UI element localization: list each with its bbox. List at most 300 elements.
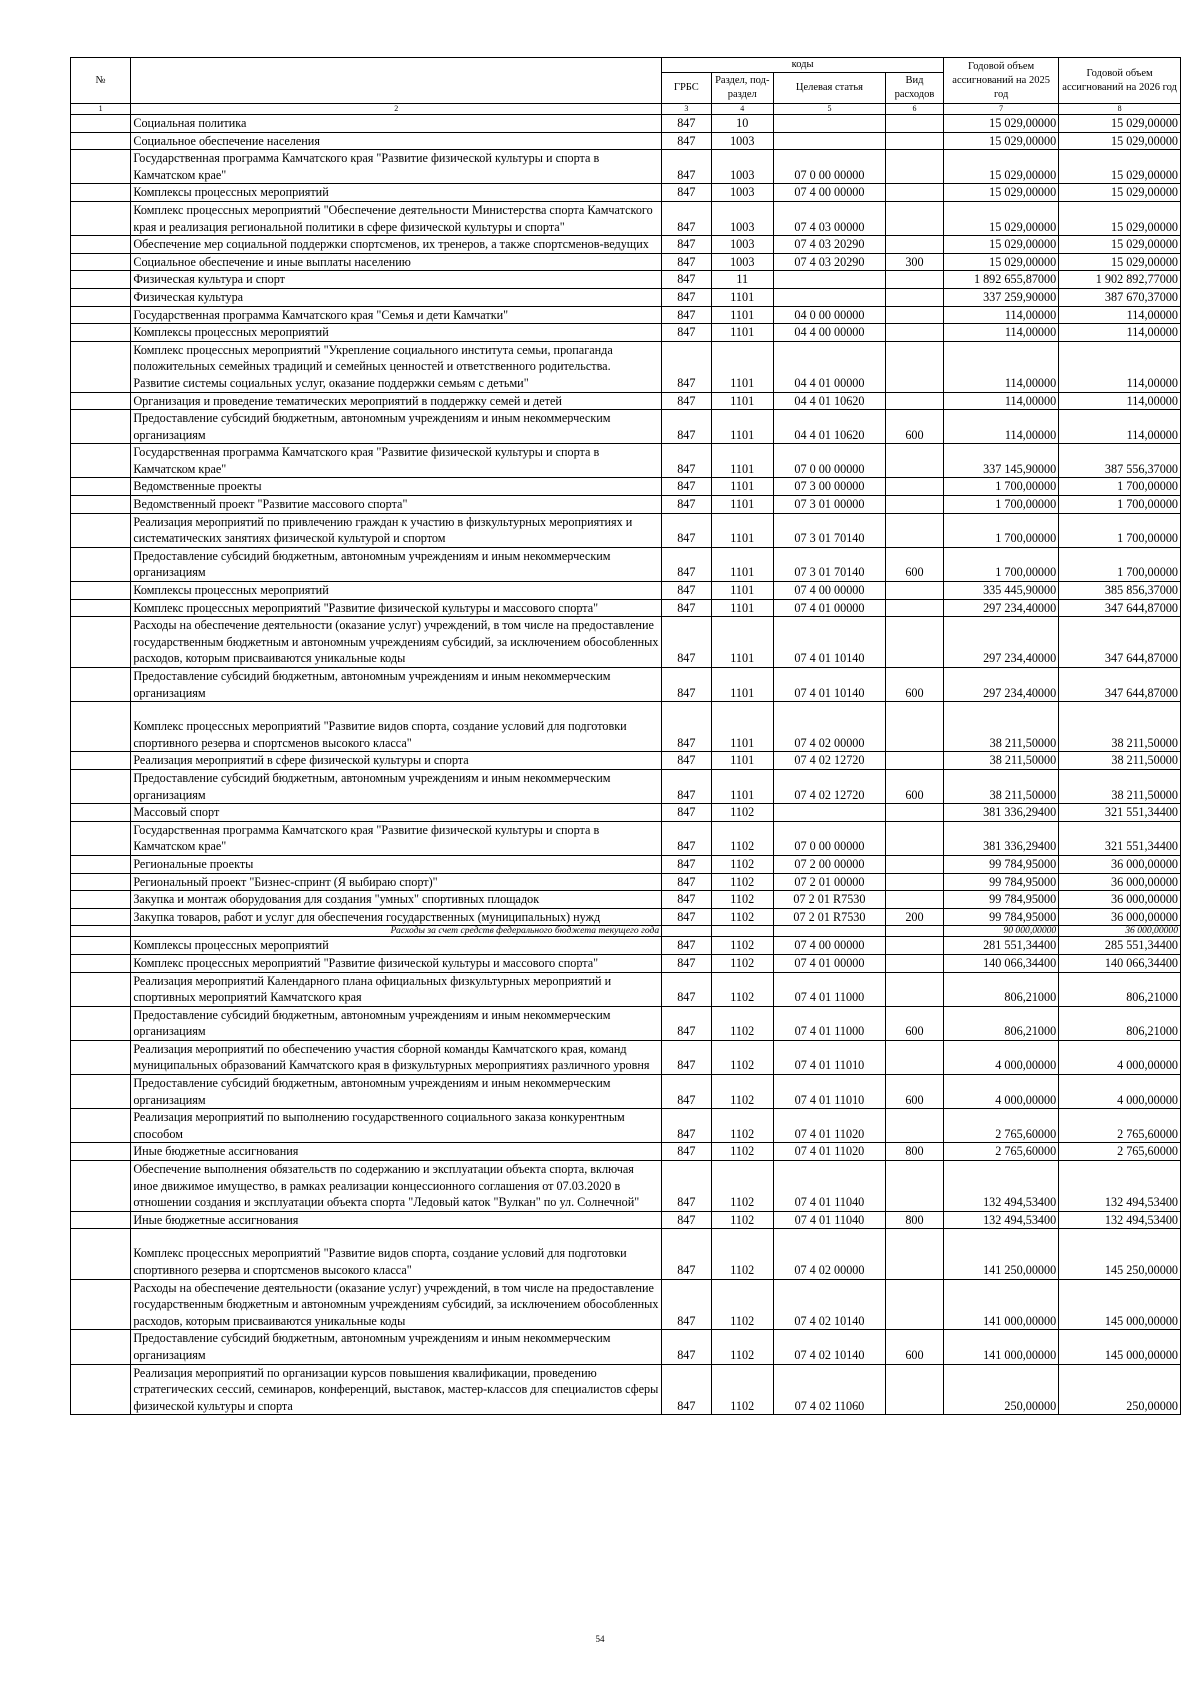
table-row [71,599,1181,617]
row-section: 1102 [711,891,774,909]
row-name: Реализация мероприятий по привлечению граждан к участию в физкультурных мероприятиях и систематических занятиях физической культурой и спортом [131,513,662,547]
colnum-1: 1 [71,104,131,115]
row-vol-2025: 2 765,60000 [944,1143,1059,1161]
row-target: 04 4 01 10620 [774,392,886,410]
row-grbs: 847 [662,599,711,617]
row-vol-2026: 114,00000 [1059,341,1181,392]
row-number-cell [71,1040,131,1074]
row-expense-type [885,132,943,150]
row-vol-2025: 15 029,00000 [944,150,1059,184]
row-name: Расходы на обеспечение деятельности (оказание услуг) учреждений, в том числе на предоставление государственным бюджетным и автономным учреждениям субсидий, за исключением обособленных расходов, которым присваиваются уникальные коды [131,617,662,668]
row-vol-2026: 250,00000 [1059,1364,1181,1415]
row-target: 07 2 01 00000 [774,873,886,891]
table-row [71,253,1181,271]
table-row [71,132,1181,150]
row-vol-2025: 806,21000 [944,972,1059,1006]
row-section: 1101 [711,547,774,581]
row-expense-type [885,201,943,235]
row-target: 07 4 01 00000 [774,954,886,972]
row-target: 07 4 00 00000 [774,184,886,202]
table-row [71,1211,1181,1229]
table-row [71,392,1181,410]
header-expense-type: Вид расходов [885,73,943,104]
row-name: Предоставление субсидий бюджетным, автономным учреждениям и иным некоммерческим организациям [131,1330,662,1364]
table-row [71,115,1181,133]
row-section: 1003 [711,184,774,202]
row-expense-type [885,392,943,410]
row-expense-type [885,702,943,752]
table-row [71,288,1181,306]
row-number-cell [71,115,131,133]
row-number-cell [71,926,131,937]
colnum-7: 7 [944,104,1059,115]
row-section: 1101 [711,478,774,496]
row-name: Государственная программа Камчатского края "Развитие физической культуры и спорта в Камчатском крае" [131,444,662,478]
row-number-cell [71,821,131,855]
row-expense-type: 600 [885,1330,943,1364]
colnum-8: 8 [1059,104,1181,115]
row-target: 07 3 01 70140 [774,513,886,547]
row-vol-2025: 99 784,95000 [944,891,1059,909]
row-vol-2026: 347 644,87000 [1059,668,1181,702]
row-vol-2026: 15 029,00000 [1059,253,1181,271]
row-section: 1102 [711,937,774,955]
row-target: 07 4 02 00000 [774,702,886,752]
colnum-3: 3 [662,104,711,115]
row-section: 1101 [711,444,774,478]
row-target: 07 4 02 10140 [774,1330,886,1364]
row-number-cell [71,891,131,909]
row-name: Региональные проекты [131,855,662,873]
row-number-cell [71,954,131,972]
row-target: 07 4 01 00000 [774,599,886,617]
row-vol-2026: 114,00000 [1059,392,1181,410]
row-vol-2025: 1 700,00000 [944,496,1059,514]
row-name: Предоставление субсидий бюджетным, автономным учреждениям и иным некоммерческим организациям [131,668,662,702]
row-vol-2025: 114,00000 [944,410,1059,444]
row-section: 1003 [711,132,774,150]
row-target: 07 4 02 12720 [774,769,886,803]
table-row [71,873,1181,891]
row-target: 07 0 00 00000 [774,150,886,184]
row-vol-2025: 297 234,40000 [944,617,1059,668]
row-target: 07 3 01 00000 [774,496,886,514]
table-row [71,306,1181,324]
row-number-cell [71,478,131,496]
row-grbs: 847 [662,908,711,926]
row-number-cell [71,1330,131,1364]
table-row [71,855,1181,873]
row-number-cell [71,1279,131,1330]
row-expense-type [885,972,943,1006]
row-expense-type [885,1364,943,1415]
row-target: 07 4 02 10140 [774,1279,886,1330]
row-name: Предоставление субсидий бюджетным, автономным учреждениям и иным некоммерческим организациям [131,547,662,581]
row-section: 1102 [711,821,774,855]
row-grbs: 847 [662,444,711,478]
row-vol-2025: 250,00000 [944,1364,1059,1415]
row-vol-2026: 1 700,00000 [1059,547,1181,581]
row-vol-2026: 38 211,50000 [1059,752,1181,770]
row-vol-2025: 38 211,50000 [944,769,1059,803]
row-section: 1102 [711,972,774,1006]
row-grbs: 847 [662,937,711,955]
row-target: 07 4 01 11000 [774,1006,886,1040]
row-vol-2026: 132 494,53400 [1059,1211,1181,1229]
row-number-cell [71,908,131,926]
row-section: 1101 [711,496,774,514]
row-section [711,926,774,937]
row-vol-2025: 114,00000 [944,324,1059,342]
table-row [71,821,1181,855]
row-target: 07 4 01 11010 [774,1040,886,1074]
row-section: 1102 [711,1279,774,1330]
row-vol-2026: 806,21000 [1059,1006,1181,1040]
row-target: 07 4 02 11060 [774,1364,886,1415]
table-row [71,184,1181,202]
row-section: 1101 [711,668,774,702]
row-grbs [662,926,711,937]
header-no: № [71,58,131,104]
row-name: Реализация мероприятий по выполнению государственного социального заказа конкурентным способом [131,1109,662,1143]
row-grbs: 847 [662,184,711,202]
row-section: 1102 [711,1330,774,1364]
row-section: 1101 [711,599,774,617]
row-section: 1102 [711,1364,774,1415]
row-name: Ведомственный проект "Развитие массового спорта" [131,496,662,514]
row-vol-2026: 36 000,00000 [1059,891,1181,909]
row-vol-2026: 36 000,00000 [1059,873,1181,891]
row-section: 1102 [711,908,774,926]
row-grbs: 847 [662,668,711,702]
row-target: 07 4 01 11040 [774,1161,886,1212]
row-vol-2026: 145 000,00000 [1059,1330,1181,1364]
row-grbs: 847 [662,1075,711,1109]
row-grbs: 847 [662,150,711,184]
row-vol-2026: 2 765,60000 [1059,1143,1181,1161]
row-expense-type [885,1161,943,1212]
row-name: Организация и проведение тематических мероприятий в поддержку семей и детей [131,392,662,410]
row-vol-2025: 4 000,00000 [944,1040,1059,1074]
row-vol-2025: 297 234,40000 [944,599,1059,617]
row-target: 04 4 00 00000 [774,324,886,342]
row-section: 1102 [711,1109,774,1143]
row-grbs: 847 [662,288,711,306]
row-grbs: 847 [662,752,711,770]
row-grbs: 847 [662,324,711,342]
table-row [71,236,1181,254]
colnum-5: 5 [774,104,886,115]
table-row [71,752,1181,770]
row-number-cell [71,201,131,235]
row-grbs: 847 [662,1109,711,1143]
row-number-cell [71,1364,131,1415]
table-row [71,1330,1181,1364]
row-grbs: 847 [662,954,711,972]
table-row [71,271,1181,289]
row-target: 07 4 02 12720 [774,752,886,770]
row-name: Комплекс процессных мероприятий "Развитие физической культуры и массового спорта" [131,954,662,972]
row-number-cell [71,392,131,410]
row-number-cell [71,444,131,478]
budget-table-sheet [70,57,1181,1415]
row-number-cell [71,1075,131,1109]
row-number-cell [71,855,131,873]
row-number-cell [71,253,131,271]
row-number-cell [71,617,131,668]
table-row [71,478,1181,496]
row-grbs: 847 [662,804,711,822]
row-vol-2026: 385 856,37000 [1059,582,1181,600]
row-vol-2026: 114,00000 [1059,324,1181,342]
row-name: Комплекс процессных мероприятий "Укрепление социального института семьи, пропаганда положительных семейных традиций и семейных ценностей и ответственного родительства. Развитие системы социальных услуг, оказание поддержки семьям с детьми" [131,341,662,392]
row-vol-2025: 114,00000 [944,392,1059,410]
row-vol-2026: 36 000,00000 [1059,855,1181,873]
table-row [71,1075,1181,1109]
row-vol-2025: 38 211,50000 [944,702,1059,752]
row-vol-2025: 141 000,00000 [944,1330,1059,1364]
row-grbs: 847 [662,1143,711,1161]
row-number-cell [71,873,131,891]
row-target: 07 3 01 70140 [774,547,886,581]
header-section: Раздел, под-раздел [711,73,774,104]
row-grbs: 847 [662,496,711,514]
table-row [71,513,1181,547]
table-row [71,1109,1181,1143]
colnum-6: 6 [885,104,943,115]
row-target: 07 4 01 11020 [774,1109,886,1143]
row-vol-2026: 140 066,34400 [1059,954,1181,972]
row-name: Реализация мероприятий в сфере физической культуры и спорта [131,752,662,770]
row-name: Предоставление субсидий бюджетным, автономным учреждениям и иным некоммерческим организациям [131,1075,662,1109]
row-grbs: 847 [662,253,711,271]
row-vol-2025: 297 234,40000 [944,668,1059,702]
row-section: 1102 [711,873,774,891]
row-number-cell [71,1143,131,1161]
row-expense-type [885,150,943,184]
row-expense-type: 600 [885,410,943,444]
row-vol-2026: 347 644,87000 [1059,599,1181,617]
row-section: 1101 [711,341,774,392]
row-number-cell [71,1161,131,1212]
row-vol-2026: 15 029,00000 [1059,236,1181,254]
row-target [774,115,886,133]
row-section: 1102 [711,855,774,873]
row-vol-2025: 15 029,00000 [944,236,1059,254]
row-vol-2025: 132 494,53400 [944,1161,1059,1212]
row-vol-2025: 140 066,34400 [944,954,1059,972]
row-vol-2026: 387 670,37000 [1059,288,1181,306]
page-number: 54 [595,1634,605,1644]
row-vol-2025: 381 336,29400 [944,821,1059,855]
row-expense-type: 600 [885,547,943,581]
table-row [71,582,1181,600]
row-expense-type [885,582,943,600]
table-row [71,410,1181,444]
row-vol-2026: 15 029,00000 [1059,150,1181,184]
row-expense-type [885,855,943,873]
row-target: 07 4 03 20290 [774,236,886,254]
table-row [71,972,1181,1006]
row-section: 1101 [711,288,774,306]
row-name: Предоставление субсидий бюджетным, автономным учреждениям и иным некоммерческим организациям [131,1006,662,1040]
row-expense-type [885,617,943,668]
row-target: 04 4 01 10620 [774,410,886,444]
table-row [71,937,1181,955]
row-vol-2026: 114,00000 [1059,306,1181,324]
row-name: Государственная программа Камчатского края "Развитие физической культуры и спорта в Камчатском крае" [131,150,662,184]
row-vol-2025: 806,21000 [944,1006,1059,1040]
row-number-cell [71,288,131,306]
row-vol-2026: 1 902 892,77000 [1059,271,1181,289]
row-number-cell [71,1211,131,1229]
row-grbs: 847 [662,617,711,668]
row-grbs: 847 [662,855,711,873]
row-vol-2026: 1 700,00000 [1059,478,1181,496]
row-vol-2025: 132 494,53400 [944,1211,1059,1229]
row-vol-2025: 1 700,00000 [944,547,1059,581]
row-section: 1102 [711,1075,774,1109]
row-name: Социальное обеспечение населения [131,132,662,150]
header-name [131,58,662,104]
row-section: 1101 [711,513,774,547]
table-row [71,1279,1181,1330]
row-target: 07 4 01 11000 [774,972,886,1006]
row-expense-type [885,513,943,547]
header-target: Целевая статья [774,73,886,104]
row-vol-2026: 145 000,00000 [1059,1279,1181,1330]
row-name: Социальное обеспечение и иные выплаты населению [131,253,662,271]
row-grbs: 847 [662,306,711,324]
table-row [71,617,1181,668]
row-section: 1101 [711,392,774,410]
row-section: 1102 [711,954,774,972]
row-expense-type [885,444,943,478]
row-grbs: 847 [662,821,711,855]
row-name: Комплексы процессных мероприятий [131,582,662,600]
table-row [71,341,1181,392]
table-row [71,1364,1181,1415]
row-number-cell [71,132,131,150]
budget-table [70,57,1181,1415]
table-row [71,926,1181,937]
row-grbs: 847 [662,410,711,444]
row-target: 07 4 01 10140 [774,668,886,702]
row-name: Комплекс процессных мероприятий "Обеспечение деятельности Министерства спорта Камчатского края и реализация региональной политики в сфере физической культуры и спорта" [131,201,662,235]
row-vol-2025: 15 029,00000 [944,132,1059,150]
row-name: Расходы за счет средств федерального бюджета текущего года [131,926,662,937]
row-expense-type [885,288,943,306]
row-expense-type [885,804,943,822]
table-row [71,769,1181,803]
row-name: Обеспечение выполнения обязательств по содержанию и эксплуатации объекта спорта, включая иное движимое имущество, в рамках реализации концессионного соглашения от 07.03.2020 в отношении создания и эксплуатации объекта спорта "Ледовый каток "Вулкан" по ул. Солнечной" [131,1161,662,1212]
row-target: 07 4 03 20290 [774,253,886,271]
row-vol-2025: 141 000,00000 [944,1279,1059,1330]
row-grbs: 847 [662,115,711,133]
row-vol-2025: 281 551,34400 [944,937,1059,955]
row-section: 1101 [711,702,774,752]
row-number-cell [71,804,131,822]
row-target: 07 4 00 00000 [774,937,886,955]
row-number-cell [71,513,131,547]
row-vol-2026: 132 494,53400 [1059,1161,1181,1212]
row-expense-type: 600 [885,1006,943,1040]
row-vol-2025: 15 029,00000 [944,253,1059,271]
table-row [71,1143,1181,1161]
row-expense-type [885,324,943,342]
row-vol-2025: 337 259,90000 [944,288,1059,306]
row-section: 1102 [711,1006,774,1040]
row-vol-2025: 90 000,00000 [944,926,1059,937]
row-number-cell [71,599,131,617]
row-section: 1101 [711,752,774,770]
row-name: Физическая культура и спорт [131,271,662,289]
row-grbs: 847 [662,873,711,891]
row-target: 07 4 00 00000 [774,582,886,600]
row-expense-type: 600 [885,668,943,702]
row-vol-2026: 2 765,60000 [1059,1109,1181,1143]
table-row [71,891,1181,909]
row-vol-2026: 15 029,00000 [1059,201,1181,235]
row-vol-2026: 4 000,00000 [1059,1040,1181,1074]
row-grbs: 847 [662,132,711,150]
row-vol-2026: 38 211,50000 [1059,769,1181,803]
row-expense-type: 300 [885,253,943,271]
row-expense-type [885,184,943,202]
row-name: Обеспечение мер социальной поддержки спортсменов, их тренеров, а также спортсменов-ведущих [131,236,662,254]
row-number-cell [71,1229,131,1279]
row-section: 1102 [711,1161,774,1212]
row-expense-type [885,599,943,617]
row-vol-2025: 1 700,00000 [944,513,1059,547]
row-name: Комплекс процессных мероприятий "Развитие физической культуры и массового спорта" [131,599,662,617]
colnum-4: 4 [711,104,774,115]
row-section: 1101 [711,410,774,444]
row-number-cell [71,324,131,342]
row-number-cell [71,184,131,202]
row-name: Комплекс процессных мероприятий "Развитие видов спорта, создание условий для подготовки спортивного резерва и спортсменов высокого класса" [131,1229,662,1279]
row-section: 1101 [711,306,774,324]
row-expense-type: 800 [885,1211,943,1229]
row-number-cell [71,972,131,1006]
row-target: 07 0 00 00000 [774,444,886,478]
row-name: Массовый спорт [131,804,662,822]
row-section: 1003 [711,150,774,184]
row-section: 1102 [711,1143,774,1161]
header-codes: коды [662,58,944,73]
row-section: 1101 [711,324,774,342]
row-vol-2025: 99 784,95000 [944,908,1059,926]
row-section: 1003 [711,201,774,235]
row-number-cell [71,236,131,254]
row-name: Расходы на обеспечение деятельности (оказание услуг) учреждений, в том числе на предоставление государственным бюджетным и автономным учреждениям субсидий, за исключением обособленных расходов, которым присваиваются уникальные коды [131,1279,662,1330]
row-number-cell [71,769,131,803]
row-target: 07 3 00 00000 [774,478,886,496]
row-number-cell [71,668,131,702]
row-name: Реализация мероприятий Календарного плана официальных физкультурных мероприятий и спортивных мероприятий Камчатского края [131,972,662,1006]
row-expense-type [885,891,943,909]
row-grbs: 847 [662,702,711,752]
row-name: Комплексы процессных мероприятий [131,324,662,342]
row-vol-2026: 321 551,34400 [1059,804,1181,822]
row-vol-2026: 806,21000 [1059,972,1181,1006]
table-row [71,804,1181,822]
header-vol-2026: Годовой объем ассигнований на 2026 год [1059,58,1181,104]
row-number-cell [71,496,131,514]
row-name: Региональный проект "Бизнес-спринт (Я выбираю спорт)" [131,873,662,891]
row-grbs: 847 [662,513,711,547]
row-vol-2025: 1 892 655,87000 [944,271,1059,289]
